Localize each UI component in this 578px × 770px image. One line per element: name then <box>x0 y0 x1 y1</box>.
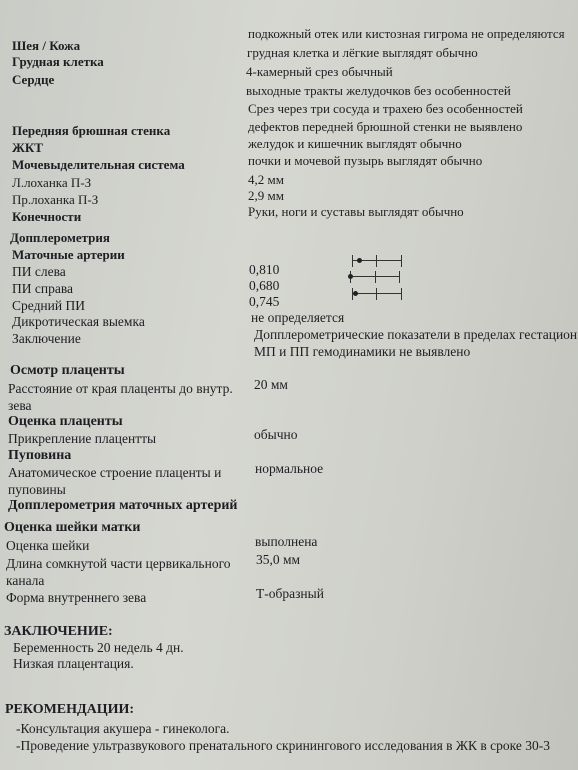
pi-right-dot <box>348 274 353 279</box>
doppler-title: Допплерометрия <box>10 230 110 245</box>
value-heart-2: выходные тракты желудочков без особенностей <box>246 83 511 98</box>
label-chest: Грудная клетка <box>12 54 104 69</box>
label-urinary-system: Мочевыделительная система <box>12 157 185 172</box>
uterine-doppler-title: Допплерометрия маточных артерий <box>8 498 238 513</box>
value-urinary-system: почки и мочевой пузырь выглядят обычно <box>248 153 483 168</box>
label-gi-tract: ЖКТ <box>12 140 43 155</box>
label-neck-skin: Шея / Кожа <box>12 38 81 53</box>
uterine-arteries-subtitle: Маточные артерии <box>12 247 125 262</box>
label-anatomy-2: пуповины <box>8 482 66 497</box>
label-cervix-length-2: канала <box>6 573 45 588</box>
pi-mean-dot <box>353 291 358 296</box>
label-distance-1: Расстояние от края плаценты до внутр. <box>8 381 233 396</box>
label-anatomy-1: Анатомическое строение плаценты и <box>8 465 222 480</box>
conclusion-title: ЗАКЛЮЧЕНИЕ: <box>4 624 113 639</box>
label-pi-left: ПИ слева <box>12 264 66 279</box>
value-distance: 20 мм <box>254 377 288 392</box>
label-limbs: Конечности <box>12 209 82 224</box>
value-right-pelvis: 2,9 мм <box>248 188 284 203</box>
label-cervix-assessment: Оценка шейки <box>6 538 90 553</box>
label-dicrotic-notch: Дикротическая выемка <box>12 314 145 329</box>
value-dicrotic-notch: не определяется <box>251 310 345 325</box>
value-neck-skin: подкожный отек или кистозная гигрома не определяются <box>248 26 565 41</box>
value-pi-mean: 0,745 <box>249 294 280 309</box>
pi-mean-range-marker <box>352 288 402 300</box>
placenta-title: Осмотр плаценты <box>10 363 125 378</box>
value-attachment: обычно <box>254 427 298 442</box>
value-cervix-assessment: выполнена <box>255 534 318 549</box>
cord-title: Пуповина <box>8 448 72 463</box>
label-right-pelvis: Пр.лоханка П-З <box>12 192 99 207</box>
label-attachment: Прикрепление плацентты <box>8 431 157 446</box>
value-limbs: Руки, ноги и суставы выглядят обычно <box>248 204 464 219</box>
label-cervix-length-1: Длина сомкнутой части цервикального <box>6 556 231 571</box>
label-doppler-conclusion: Заключение <box>12 331 81 346</box>
label-distance-2: зева <box>8 398 32 413</box>
value-doppler-conclusion-1: Допплерометрические показатели в пределах гестацион <box>254 327 578 342</box>
value-chest: грудная клетка и лёгкие выглядят обычно <box>247 45 478 60</box>
placenta-assessment-title: Оценка плаценты <box>8 414 123 429</box>
value-internal-os: Т-образный <box>256 586 324 601</box>
value-cervix-length: 35,0 мм <box>256 552 301 567</box>
recommendations-title: РЕКОМЕНДАЦИИ: <box>5 702 135 717</box>
label-left-pelvis: Л.лоханка П-З <box>12 175 92 190</box>
recommendation-2: -Проведение ультразвукового пренатального скринингового исследования в ЖК в сроке 30-3 <box>16 738 550 753</box>
recommendation-1: -Консультация акушера - гинеколога. <box>16 721 230 736</box>
pi-right-range-marker <box>350 271 400 283</box>
value-heart-3: Срез через три сосуда и трахею без особенностей <box>248 101 523 116</box>
value-doppler-conclusion-2: МП и ПП гемодинамики не выявлено <box>254 344 471 359</box>
value-anatomy: нормальное <box>255 461 324 476</box>
pi-left-dot <box>357 258 362 263</box>
value-left-pelvis: 4,2 мм <box>248 172 284 187</box>
value-gi-tract: желудок и кишечник выглядят обычно <box>248 136 462 151</box>
pi-left-range-marker <box>352 255 402 267</box>
cervix-title: Оценка шейки матки <box>4 520 141 535</box>
label-heart: Сердце <box>12 72 55 87</box>
conclusion-line-1: Беременность 20 недель 4 дн. <box>13 640 184 655</box>
value-heart-1: 4-камерный срез обычный <box>246 64 393 79</box>
value-pi-left: 0,810 <box>249 262 280 277</box>
label-pi-right: ПИ справа <box>12 281 74 296</box>
label-internal-os: Форма внутреннего зева <box>6 590 147 605</box>
value-pi-right: 0,680 <box>249 278 280 293</box>
value-abdominal-wall: дефектов передней брюшной стенки не выявлено <box>248 119 523 134</box>
label-abdominal-wall: Передняя брюшная стенка <box>12 123 171 138</box>
conclusion-line-2: Низкая плацентация. <box>13 656 134 671</box>
label-pi-mean: Средний ПИ <box>12 298 85 313</box>
